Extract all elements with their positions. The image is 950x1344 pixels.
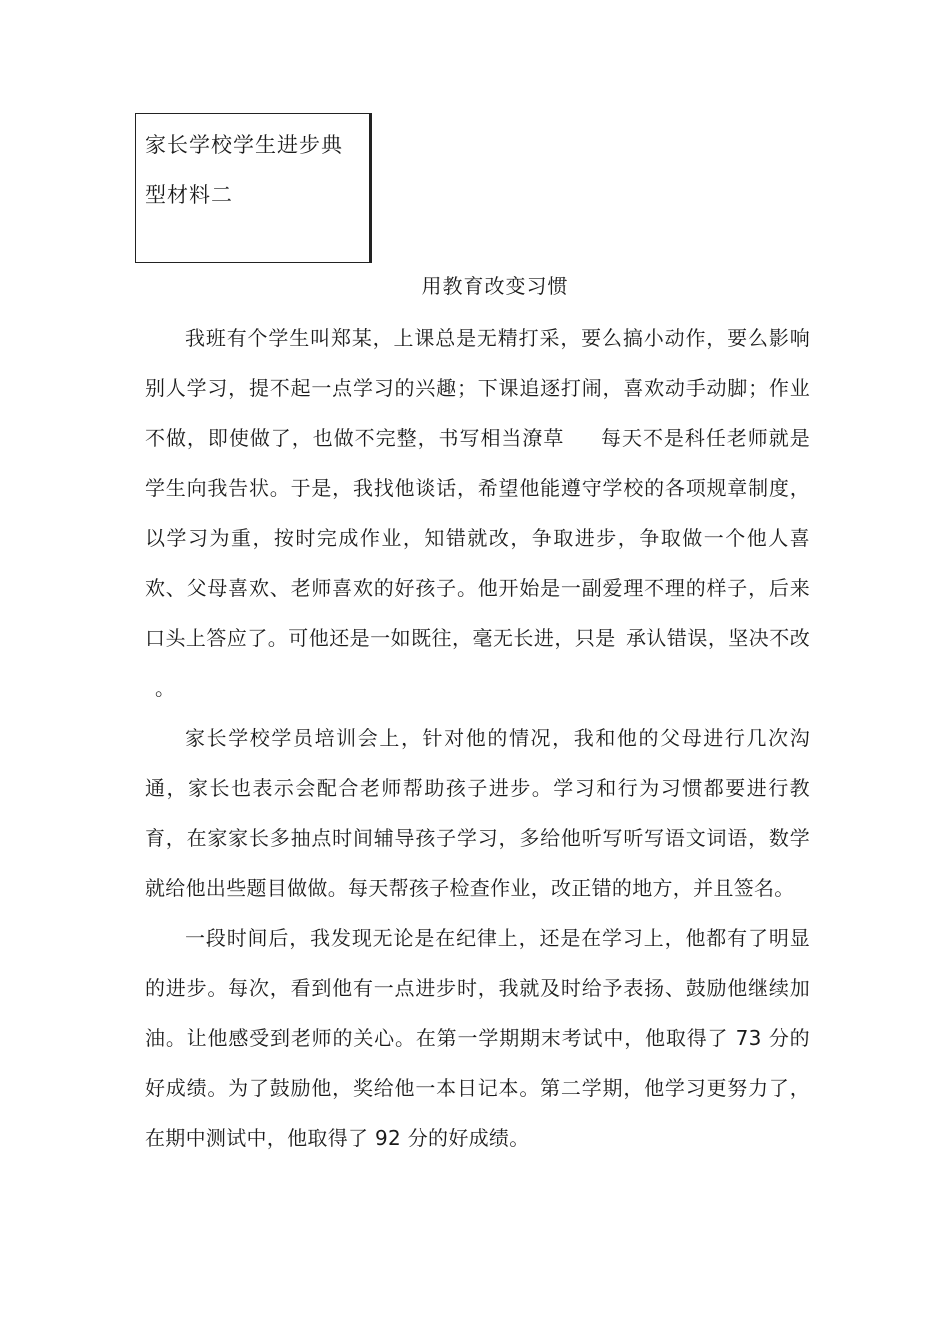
score-first-term: 73 bbox=[735, 1026, 762, 1050]
paragraph-3-text-c: 分的好成绩。 bbox=[407, 1126, 530, 1150]
paragraph-1-text-b: 每天不是科任老师就是学生向我告状。于是，我找他谈话，希望他能遵守学校的各项规章制度，以学习为重，按时完成作业，知错就改，争取进步，争取做一个他人喜欢、父母喜欢、老师喜欢的好孩子。他开始是一副爱理不理的样子，后来口头上答应了。可他还是一如既往，毫无长进，只是 bbox=[145, 426, 811, 650]
title-box bbox=[135, 113, 372, 263]
article-body bbox=[145, 313, 810, 1163]
title-line-2: 型材料二 bbox=[145, 183, 233, 207]
title-line-1: 家长学校学生进步典 bbox=[145, 133, 343, 157]
paragraph-1-text-c: 承认错误，坚决不改 bbox=[625, 626, 810, 650]
paragraph-3-text-a: 一段时间后，我发现无论是在纪律上，还是在学习上，他都有了明显的进步。每次，看到他有一点进步时，我就及时给予表扬、鼓励他继续加油。让他感受到老师的关心。在第一学期期末考试中，他取得了 bbox=[145, 926, 810, 1050]
paragraph-1-text-a: 我班有个学生叫郑某，上课总是无精打采，要么搞小动作，要么影响别人学习，提不起一点学习的兴趣；下课追逐打闹，喜欢动手动脚；作业不做，即使做了，也做不完整，书写相当潦草 bbox=[145, 326, 810, 450]
paragraph-1 bbox=[145, 313, 810, 713]
paragraph-3-text-b: 分的好成绩。为了鼓励他，奖给他一本日记本。第二学期，他学习更努力了，在期中测试中，他取得了 bbox=[145, 1026, 810, 1150]
paragraph-3 bbox=[145, 913, 810, 1163]
paragraph-1-text-d: 。 bbox=[155, 676, 176, 700]
score-midterm: 92 bbox=[374, 1126, 402, 1150]
article-heading: 用教育改变习惯 bbox=[421, 274, 569, 298]
paragraph-2: 家长学校学员培训会上，针对他的情况，我和他的父母进行几次沟通，家长也表示会配合老师帮助孩子进步。学习和行为习惯都要进行教育，在家家长多抽点时间辅导孩子学习，多给他听写听写语文词语，数学就给他出些题目做做。每天帮孩子检查作业，改正错的地方，并且签名。 bbox=[145, 726, 810, 900]
